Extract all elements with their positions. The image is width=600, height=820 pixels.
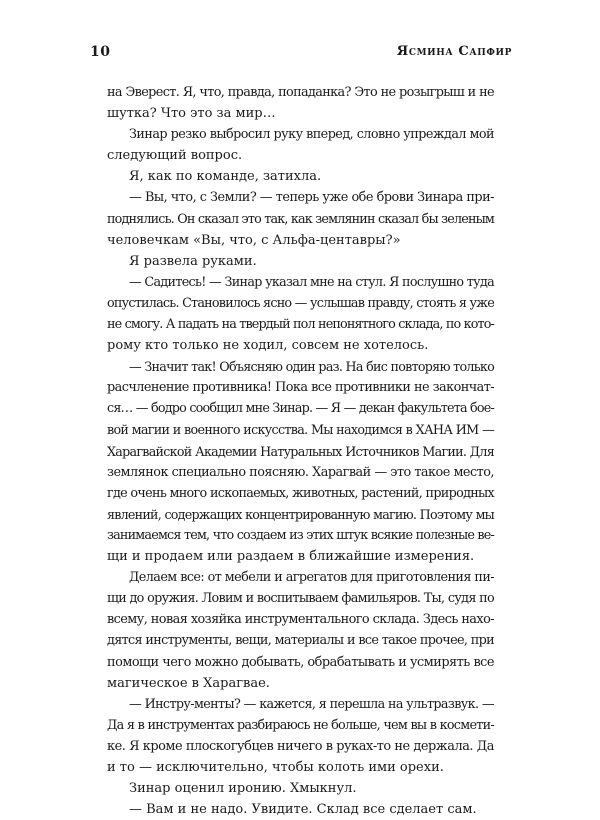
text-line: где очень много ископаемых, животных, растений, природных [107,485,494,501]
text-line: Зинар резко выбросил руку вперед, словно упреждал мой [129,127,494,143]
text-line: щи и продаем или раздаем в ближайшие измерения. [107,549,475,565]
text-line: шутка? Что это за мир… [107,106,276,122]
text-line: поднялись. Он сказал это так, как землянин сказал бы зеленым [107,211,494,227]
text-line: ся… — бодро сообщил мне Зинар. — Я — декан факультета бое- [107,401,494,417]
text-line: Да я в инструментах разбираюсь не больше, чем вы в космети- [107,717,494,733]
text-line: землянок специально поясняю. Харагвай — это такое место, [107,464,494,480]
text-line: Делаем все: от мебели и агрегатов для приготовления пи- [129,570,494,586]
text-line: всему, новая хозяйка инструментального склада. Здесь нахо- [107,612,494,628]
running-head-author: Ясмина Сапфир [396,44,512,59]
text-line: вой магии и военного искусства. Мы находимся в ХАНА ИМ — [107,422,494,438]
text-line: щи до оружия. Ловим и воспитываем фамильяров. Ты, судя по [107,591,494,607]
text-line: дятся инструменты, вещи, материалы и все такое прочее, при [107,633,494,649]
text-line: — Значит так! Объясняю один раз. На бис повторяю только [129,359,494,375]
text-line: — Садитесь! — Зинар указал мне на стул. Я послушно туда [129,274,494,290]
text-line: Зинар оценил иронию. Хмыкнул. [129,781,357,797]
text-line: Я, как по команде, затихла. [129,169,322,185]
text-line: следующий вопрос. [107,148,243,164]
text-line: и то — исключительно, чтобы колоть ими орехи. [107,760,444,775]
text-line: магическое в Харагвае. [107,675,270,691]
body-text [107,82,494,820]
text-line: на Эверест. Я, что, правда, попаданка? Это не розыгрыш и не [107,85,494,100]
text-line: — Инстру-менты? — кажется, я перешла на ультразвук. — [129,696,494,712]
text-line: расчленение противника! Пока все противники не закончат- [107,380,494,396]
page-header [90,44,512,66]
text-line: Я развела руками. [129,253,257,269]
text-line: не смогу. А падать на твердый пол непонятного склада, по кото- [107,317,494,333]
text-line: рому кто только не ходил, совсем не хотелось. [107,338,429,354]
page-number: 10 [90,44,111,60]
text-line: явлений, содержащих концентрированную магию. Поэтому мы [107,506,494,522]
text-line: занимаемся тем, что создаем из этих штук всякие полезные ве- [107,527,494,543]
text-line: Харагвайской Академии Натуральных Источников Магии. Для [107,443,494,459]
text-line: человечкам «Вы, что, с Альфа-центавры?» [107,232,401,248]
text-line: ке. Я кроме плоскогубцев ничего в руках-то не держала. Да [107,738,494,754]
text-line: — Вам и не надо. Увидите. Склад все сделает сам. [129,802,477,818]
text-line: — Вы, что, с Земли? — теперь уже обе брови Зинара при- [129,190,494,206]
text-line: помощи чего можно добывать, обрабатывать и усмирять все [107,654,494,670]
text-line: опустилась. Становилось ясно — услышав правду, стоять я уже [107,295,494,311]
